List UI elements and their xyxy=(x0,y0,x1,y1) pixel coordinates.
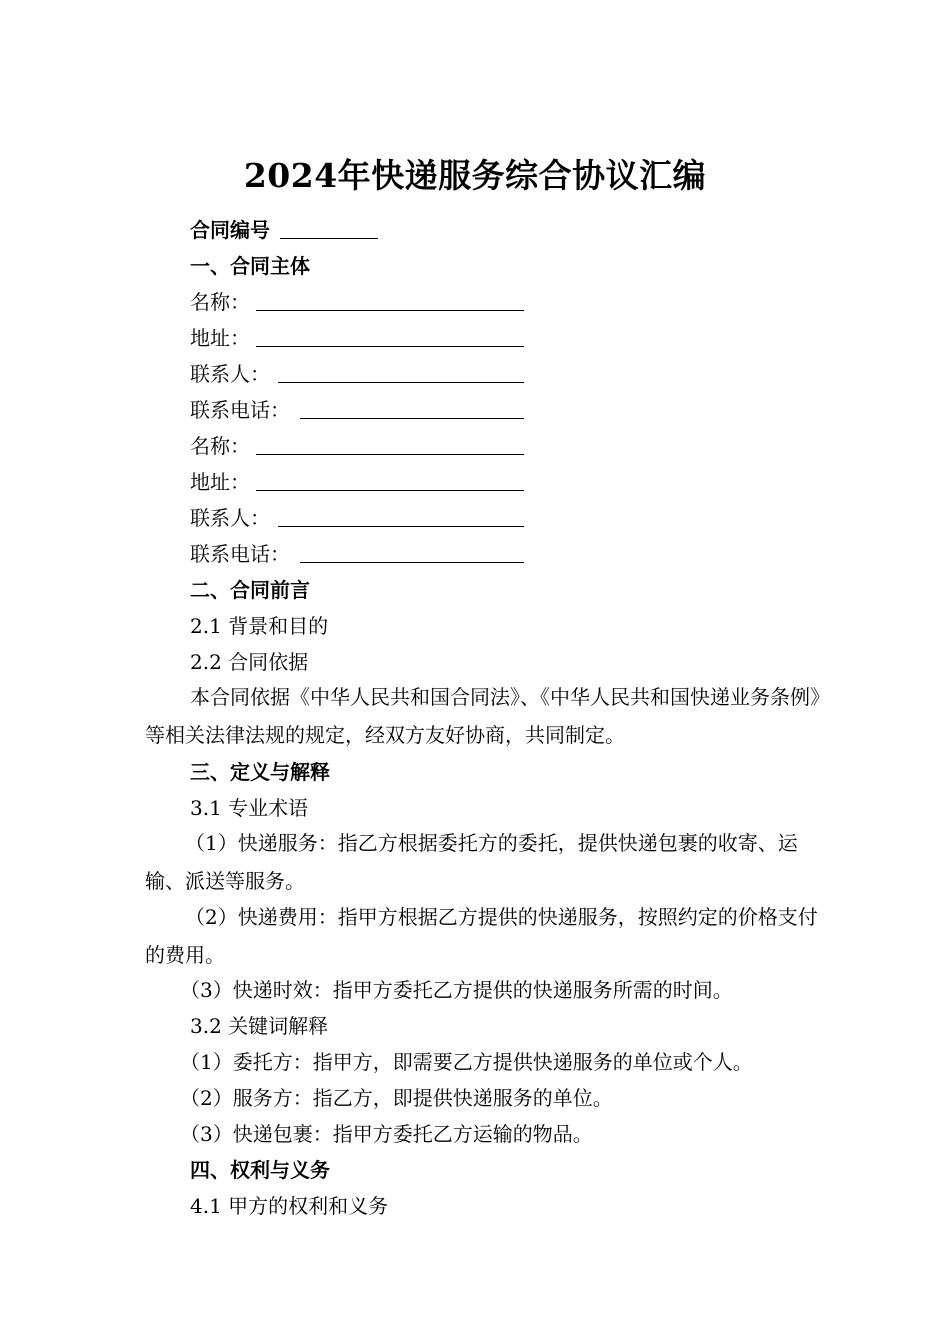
party-a-name-label: 名称： xyxy=(190,290,250,314)
party-b-address-blank[interactable] xyxy=(256,468,524,491)
party-a-address-label: 地址： xyxy=(190,326,250,350)
party-a-contact-line xyxy=(190,360,270,388)
party-b-phone-label: 联系电话： xyxy=(190,542,290,566)
key-3: （3）快递包裹：指甲方委托乙方运输的物品。 xyxy=(180,1122,593,1146)
party-a-phone-blank[interactable] xyxy=(300,396,524,419)
party-b-name-blank[interactable] xyxy=(256,432,524,455)
party-b-name-line xyxy=(190,432,250,460)
party-a-address-blank[interactable] xyxy=(256,324,524,347)
document-title: 2024年快递服务综合协议汇编 xyxy=(243,156,707,195)
term-2: （2）快递费用：指甲方根据乙方提供的快递服务，按照约定的价格支付的费用。 xyxy=(145,905,818,967)
section-3-sub-2: 3.2 关键词解释 xyxy=(190,1014,329,1038)
section-2-heading: 二、合同前言 xyxy=(190,578,310,602)
party-a-phone-line xyxy=(190,396,290,424)
party-a-address-line xyxy=(190,324,250,352)
section-4-sub-1: 4.1 甲方的权利和义务 xyxy=(190,1194,389,1218)
contract-number-label: 合同编号 xyxy=(190,218,270,242)
party-b-address-label: 地址： xyxy=(190,470,250,494)
party-a-phone-label: 联系电话： xyxy=(190,398,290,422)
party-b-phone-line xyxy=(190,540,290,568)
contract-number-blank[interactable] xyxy=(280,216,378,239)
party-b-contact-line xyxy=(190,504,270,532)
party-a-contact-blank[interactable] xyxy=(278,360,524,383)
section-2-item-1: 2.1 背景和目的 xyxy=(190,614,329,638)
party-b-name-label: 名称： xyxy=(190,434,250,458)
section-4-heading: 四、权利与义务 xyxy=(190,1158,330,1182)
party-a-name-line xyxy=(190,288,250,316)
key-2: （2）服务方：指乙方，即提供快递服务的单位。 xyxy=(180,1086,613,1110)
section-1-heading: 一、合同主体 xyxy=(190,254,310,278)
section-3-heading: 三、定义与解释 xyxy=(190,760,330,784)
term-3: （3）快递时效：指甲方委托乙方提供的快递服务所需的时间。 xyxy=(180,978,733,1002)
term-1: （1）快递服务：指乙方根据委托方的委托，提供快递包裹的收寄、运输、派送等服务。 xyxy=(145,831,798,893)
party-b-contact-blank[interactable] xyxy=(278,504,524,527)
contract-number-line xyxy=(190,216,270,244)
party-a-contact-label: 联系人： xyxy=(190,362,270,386)
section-2-paragraph: 本合同依据《中华人民共和国合同法》、《中华人民共和国快递业务条例》等相关法律法规的规定，经双方友好协商，共同制定。 xyxy=(145,685,820,747)
key-1: （1）委托方：指甲方，即需要乙方提供快递服务的单位或个人。 xyxy=(180,1050,753,1074)
party-b-phone-blank[interactable] xyxy=(300,540,524,563)
section-2-item-2: 2.2 合同依据 xyxy=(190,650,309,674)
section-3-sub-1: 3.1 专业术语 xyxy=(190,796,309,820)
party-b-address-line xyxy=(190,468,250,496)
party-a-name-blank[interactable] xyxy=(256,288,524,311)
party-b-contact-label: 联系人： xyxy=(190,506,270,530)
